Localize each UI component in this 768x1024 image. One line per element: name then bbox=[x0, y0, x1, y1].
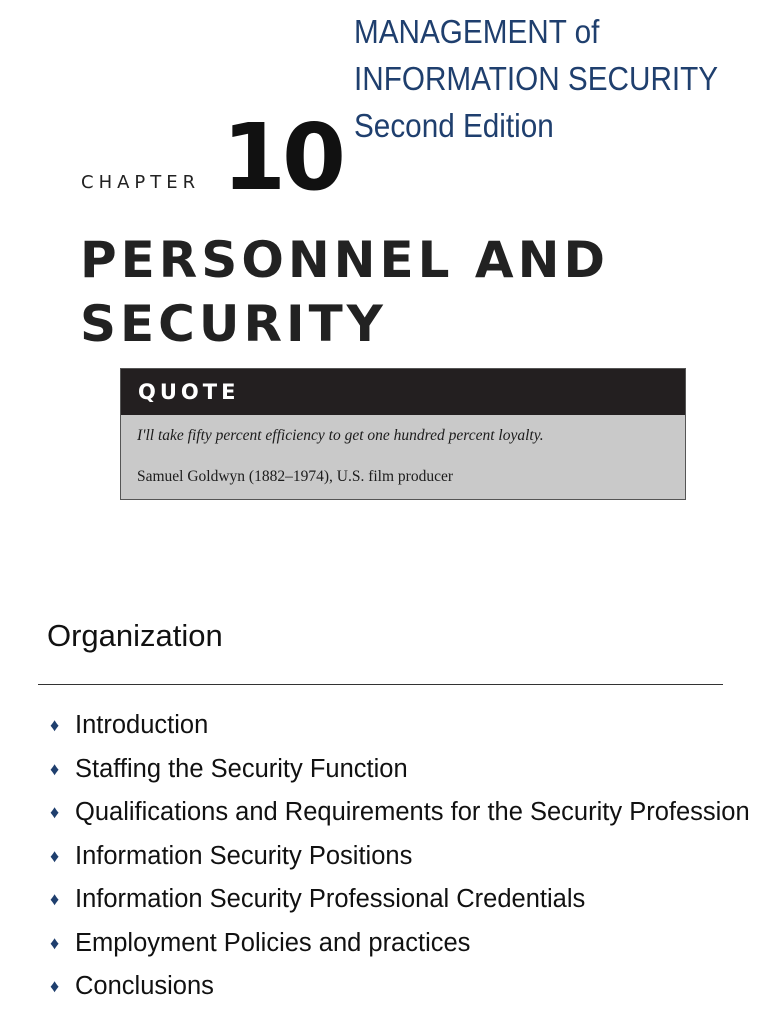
diamond-icon: ♦ bbox=[50, 932, 60, 953]
diamond-icon: ♦ bbox=[50, 845, 60, 866]
diamond-icon: ♦ bbox=[50, 889, 60, 909]
list-item-label: Introduction bbox=[75, 711, 209, 739]
list-item bbox=[50, 795, 750, 830]
list-item-label: Qualifications and Requirements for the Security Profession bbox=[75, 798, 750, 826]
list-item-label: Information Security Positions bbox=[75, 841, 413, 870]
book-edition: Second Edition bbox=[354, 107, 554, 144]
chapter-title-line-2: SECURITY bbox=[80, 295, 387, 353]
chapter-number: 10 bbox=[222, 104, 343, 211]
quote-author: Samuel Goldwyn (1882–1974), U.S. film producer bbox=[137, 468, 453, 485]
book-title bbox=[354, 8, 718, 149]
quote-header: QUOTE bbox=[121, 369, 685, 415]
diamond-icon: ♦ bbox=[50, 758, 60, 779]
list-item-label: Conclusions bbox=[75, 972, 214, 1000]
book-title-line-1: MANAGEMENT of bbox=[354, 13, 600, 50]
organization-list bbox=[50, 708, 750, 1013]
list-item-label: Staffing the Security Function bbox=[75, 754, 408, 783]
diamond-icon: ♦ bbox=[50, 715, 60, 735]
heading-divider bbox=[38, 684, 723, 685]
book-title-line-2: INFORMATION SECURITY bbox=[354, 60, 719, 97]
quote-text: I'll take fifty percent efficiency to get one hundred percent loyalty. bbox=[137, 427, 544, 444]
chapter-title-line-1: PERSONNEL AND bbox=[80, 231, 609, 289]
list-item bbox=[50, 839, 750, 874]
list-item bbox=[50, 708, 750, 743]
quote-box bbox=[120, 368, 686, 500]
diamond-icon: ♦ bbox=[50, 976, 60, 996]
list-item-label: Information Security Professional Credentials bbox=[75, 885, 586, 913]
list-item bbox=[50, 752, 750, 787]
list-item bbox=[50, 882, 750, 917]
chapter-title bbox=[80, 228, 609, 356]
list-item-label: Employment Policies and practices bbox=[75, 928, 471, 957]
list-item bbox=[50, 969, 750, 1004]
diamond-icon: ♦ bbox=[50, 802, 60, 822]
organization-heading: Organization bbox=[47, 618, 223, 653]
list-item bbox=[50, 926, 750, 961]
chapter-label: CHAPTER bbox=[81, 172, 201, 193]
